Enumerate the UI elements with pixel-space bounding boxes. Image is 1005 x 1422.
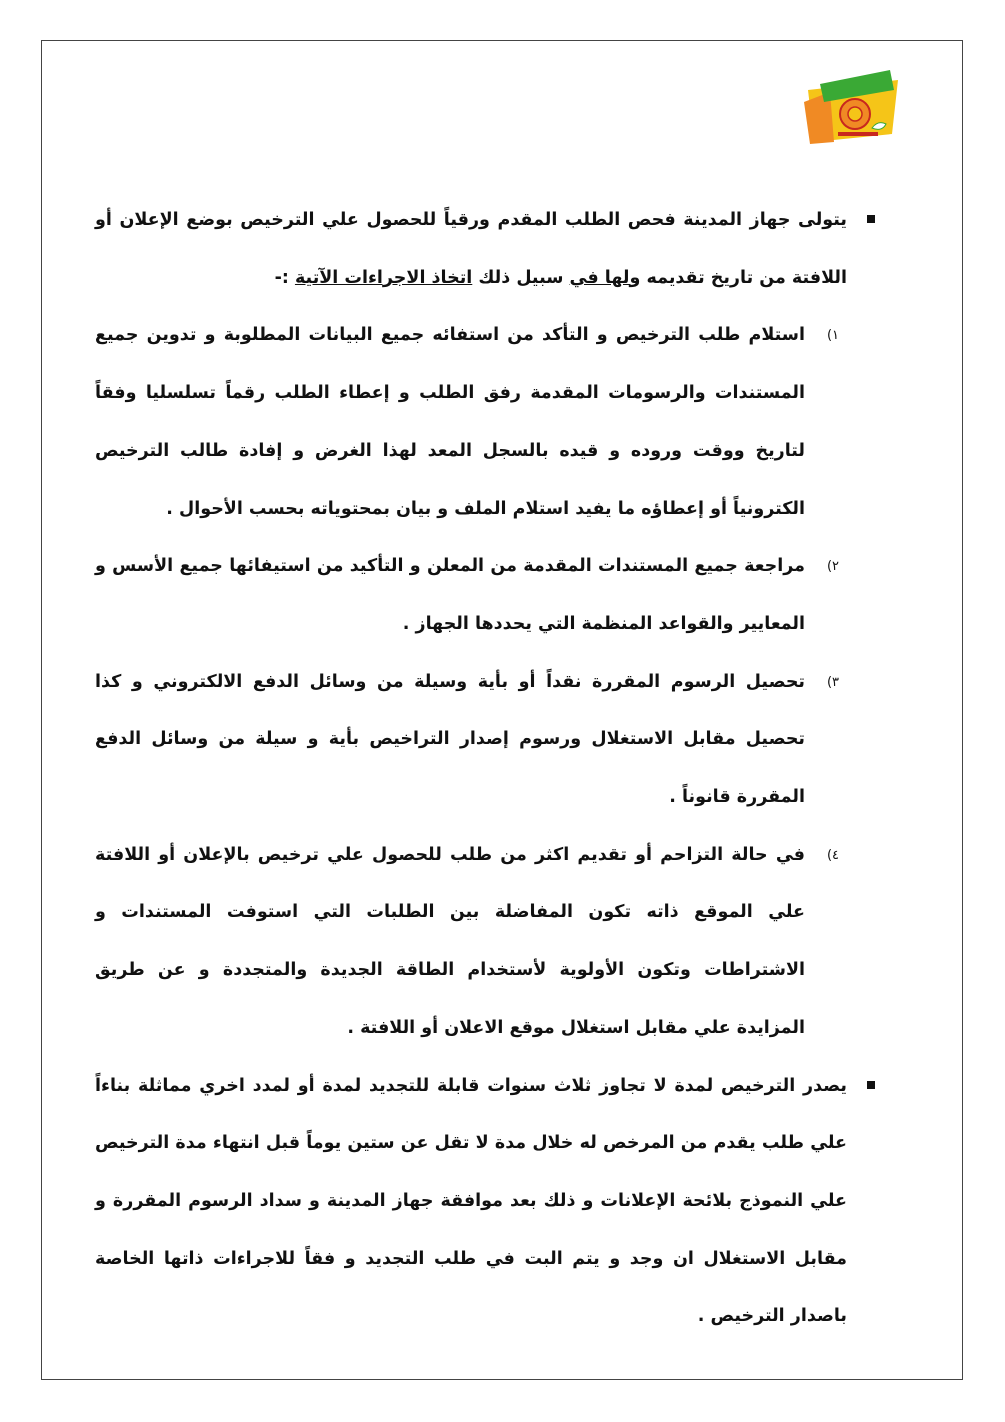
municipal-emblem-icon <box>800 62 900 152</box>
list-number: ٣) <box>826 674 839 690</box>
list-item-text: مراجعة جميع المستندات المقدمة من المعلن و التأكيد من استيفائها جميع الأسس و المعايير والقواعد المنظمة التي يحددها الجهاز . <box>95 556 805 634</box>
paragraph-text: :- <box>274 267 295 288</box>
list-item-text: في حالة التزاحم أو تقديم اكثر من طلب للحصول علي ترخيص بالإعلان أو اللافتة علي الموقع ذاته تكون المفاضلة بين الطلبات التي استوفت المستندات و الاشتراطات وتكون الأولوية لأستخدام الطاقة الجديدة والمتجددة و عن طريق المزايدة علي مقابل استغلال موقع الاعلان أو اللافتة . <box>95 844 805 1038</box>
list-item <box>95 654 839 827</box>
square-bullet-icon <box>867 1081 875 1089</box>
list-number: ٢) <box>826 559 839 575</box>
paragraph-review-request <box>95 192 875 307</box>
list-item-text: تحصيل الرسوم المقررة نقداً أو بأية وسيلة من وسائل الدفع الالكتروني و كذا تحصيل مقابل الاستغلال ورسوم إصدار التراخيص بأية و سيلة من وسائل الدفع المقررة قانوناً . <box>95 671 805 808</box>
list-number: ٤) <box>826 847 839 863</box>
underlined-text: ولها في <box>569 267 641 288</box>
paragraph-text: سبيل ذلك <box>472 267 570 288</box>
paragraph-text: يتولى جهاز المدينة فحص الطلب المقدم ورقياً للحصول علي الترخيص بوضع الإعلان أو اللافتة من تاريخ تقديمه <box>95 210 847 288</box>
underlined-text: اتخاذ الاجراءات الآتية <box>294 267 473 288</box>
square-bullet-icon <box>867 215 875 223</box>
paragraph-license-duration <box>95 1058 875 1347</box>
list-number: ١) <box>826 328 839 344</box>
list-item <box>95 307 839 538</box>
document-body <box>95 192 875 1346</box>
list-item <box>95 538 839 653</box>
paragraph-text: يصدر الترخيص لمدة لا تجاوز ثلاث سنوات قابلة للتجديد لمدة أو لمدد اخري مماثلة بناءاً علي طلب يقدم من المرخص له خلال مدة لا تقل عن ستين يوماً قبل انتهاء مدة الترخيص علي النموذج بلائحة الإعلانات و ذلك بعد موافقة جهاز المدينة و سداد الرسوم المقررة و مقابل الاستغلال ان وجد و يتم البت في طلب التجديد و فقاً للاجراءات ذاتها الخاصة باصدار الترخيص . <box>95 1075 847 1327</box>
list-item-text: استلام طلب الترخيص و التأكد من استفائه جميع البيانات المطلوبة و تدوين جميع المستندات والرسومات المقدمة رفق الطلب و إعطاء الطلب رقماً تسلسليا وفقاً لتاريخ ووقت وروده و قيده بالسجل المعد لهذا الغرض و إفادة طالب الترخيص الكترونياً أو إعطاؤه ما يفيد استلام الملف و بيان بمحتوياته بحسب الأحوال . <box>95 325 805 519</box>
list-item <box>95 827 839 1058</box>
